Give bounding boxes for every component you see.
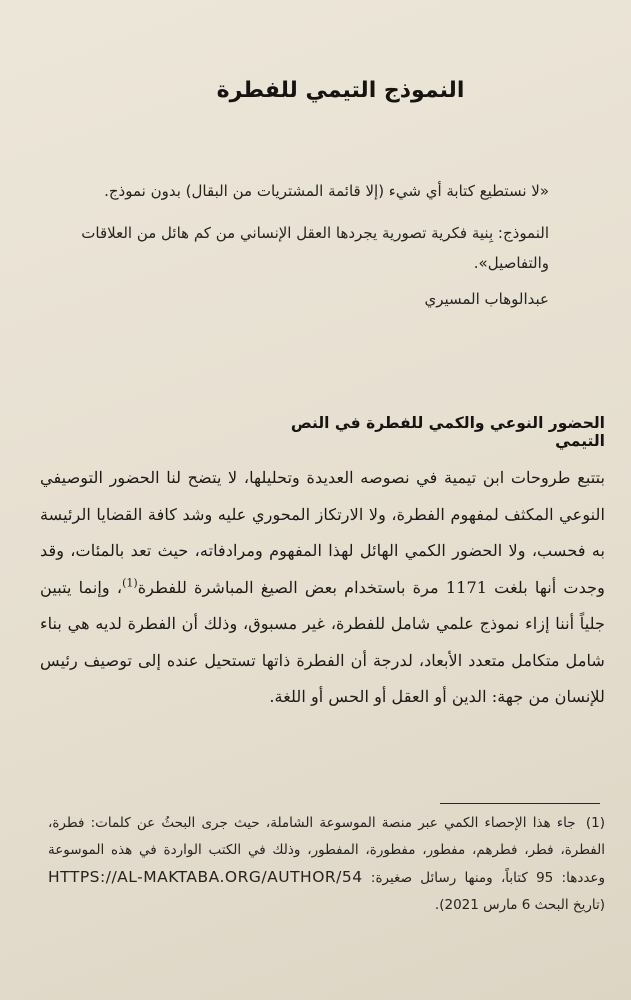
footnote-divider [440,803,600,804]
footnote-reference: (1) [122,576,138,590]
section-heading: الحضور النوعي والكمي للفطرة في النص التيمي [290,414,605,450]
chapter-title: النموذج التيمي للفطرة [216,78,465,103]
footnote-date: (تاريخ البحث 6 مارس 2021). [434,897,605,913]
footnote-text: جاء هذا الإحصاء الكمي عبر منصة الموسوعة الشاملة، حيث جرى البحثُ عن كلمات: فطرة، الفطرة، فطر، فطرهم، مفطور، مفطورة، المفطور، وذلك في الكتب الواردة في هذه الموسوعة وعددها: 95 كتاباً، ومنها رسائل صغيرة: [48,815,605,886]
footnote-url: HTTPS://AL-MAKTABA.ORG/AUTHOR/54 [48,868,363,886]
footnote-number: (1) [585,815,605,831]
body-text-part1: بتتبع طروحات ابن تيمية في نصوصه العديدة وتحليلها، لا يتضح لنا الحضور التوصيفي النوعي المكثف لمفهوم الفطرة، ولا الارتكاز المحوري عليه وشد كافة القضايا الرئيسة به فحسب، ولا الحضور الكمي الهائل لهذا المفهوم ومرادفاته، حيث تعد بالمئات، وقد وجدت أنها بلغت 1171 مرة باستخدام بعض الصيغ المباشرة للفطرة [40,468,605,597]
epigraph-quote-line2: النموذج: بِنية فكرية تصورية يجردها العقل الإنساني من كم هائل من العلاقات والتفاصيل». [81,224,549,272]
epigraph-author: عبدالوهاب المسيري [424,290,549,308]
footnote [48,810,605,919]
body-text-part2: ، وإنما يتبين جلياً أننا إزاء نموذج علمي شامل للفطرة، غير مسبوق، وذلك أن الفطرة لديه هي بناء شامل متكامل متعدد الأبعاد، لدرجة أن الفطرة ذاتها تستحيل عنده إلى توصيف رئيس للإنسان من جهة: الدين أو العقل أو الحس أو اللغة. [40,577,605,706]
epigraph-quote-line1: «لا نستطيع كتابة أي شيء (إلا قائمة المشتريات من البقال) بدون نموذج. [104,182,549,200]
body-paragraph [40,460,605,716]
epigraph [70,176,549,326]
